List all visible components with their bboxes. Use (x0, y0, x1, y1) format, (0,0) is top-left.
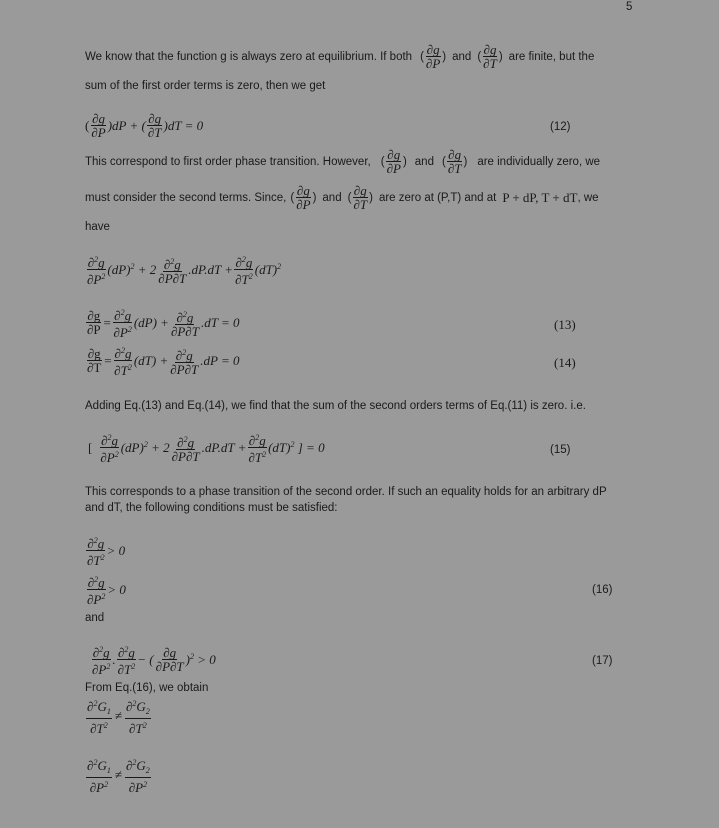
inequality-P: $\frac{\partial^2G_1}{\partial P^2}$ ≠ $\frac{\partial^2G_2}{\partial P^2}$ (87, 758, 150, 795)
equation-13: $\frac{\partial g}{\partial P}$ = $\frac{\partial^2g}{\partial P^2}$ (dP) + $\frac{\partial^2g}{\partial P\partial T}$ .dT = 0 (87, 308, 240, 340)
para1-text-a: We know that the function g is always zero at equilibrium. If both (85, 50, 413, 63)
paragraph-3-end: have (85, 221, 110, 233)
equation-17: $\frac{\partial^2g}{\partial P^2}$ . $\frac{\partial^2g}{\partial T^2}$ − ( $\frac{\partial g}{\partial P\partial T}$ )$^2$ > 0 (92, 645, 216, 677)
paragraph-5-line-1: This corresponds to a phase transition of the second order. If such an equality holds for an arbitrary dP (85, 486, 607, 498)
para1-text-b: are finite, but the (508, 50, 595, 63)
page-number: 5 (626, 1, 633, 13)
paragraph-2: This correspond to first order phase transition. However, ( $\frac{\partial g}{\partial P}$ ) and ( $\frac{\partial g}{\partial T}$ ) are individually zero, we (85, 147, 601, 176)
paragraph-1-line-1: We know that the function g is always zero at equilibrium. If both ( $\frac{\partial g}{\partial P}$ ) and ( $\frac{\partial g}{\partial T}$ ) are finite, but the (85, 42, 595, 71)
paragraph-1-line-2: sum of the first order terms is zero, then we get (85, 80, 326, 92)
paragraph-6: From Eq.(16), we obtain (85, 682, 209, 694)
dg-dT-fraction: $\frac{\partial g}{\partial T}$ (483, 42, 497, 71)
dg-dP-fraction: $\frac{\partial g}{\partial P}$ (425, 42, 441, 71)
paragraph-5-line-2: and dT, the following conditions must be satisfied: (85, 502, 338, 514)
equation-15-number: (15) (550, 444, 571, 456)
equation-16-number: (16) (592, 584, 613, 596)
equation-14: $\frac{\partial g}{\partial T}$ = $\frac{\partial^2g}{\partial T^2}$ (dT) + $\frac{\partial^2g}{\partial P\partial T}$ .dP = 0 (87, 346, 240, 378)
and-label: and (85, 612, 105, 624)
equation-16-line-2: $\frac{\partial^2g}{\partial P^2}$ > 0 (87, 575, 126, 607)
equation-16-line-1: $\frac{\partial^2g}{\partial T^2}$ > 0 (87, 536, 126, 568)
equation-15: [ $\frac{\partial^2g}{\partial P^2}$ (dP)$^2$ + 2 $\frac{\partial^2g}{\partial P\partial T}$ .dP.dT + $\frac{\partial^2g}{\partial T^2}$ (dT)$^2$ ] = 0 (88, 433, 325, 465)
inequality-T: $\frac{\partial^2G_1}{\partial T^2}$ ≠ $\frac{\partial^2G_2}{\partial T^2}$ (87, 699, 150, 736)
para1-and: and (452, 50, 472, 63)
second-order-expression: $\frac{\partial^2g}{\partial P^2}$ (dP)$^2$ + 2 $\frac{\partial^2g}{\partial P\partial T}$ .dP.dT + $\frac{\partial^2g}{\partial T^2}$ (dT)$^2$ (87, 255, 282, 287)
paragraph-3: must consider the second terms. Since, ( $\frac{\partial g}{\partial P}$ ) and ( $\frac{\partial g}{\partial T}$ ) are zero at (P,T) and at P + dP, T + dT , we (85, 183, 599, 212)
paragraph-4: Adding Eq.(13) and Eq.(14), we find that the sum of the second orders terms of Eq.(11) is zero. i.e. (85, 400, 586, 412)
equation-17-number: (17) (592, 655, 613, 667)
equation-12-number: (12) (550, 121, 571, 133)
equation-13-number: (13) (554, 317, 576, 332)
equation-14-number: (14) (554, 355, 576, 370)
equation-12: ( $\frac{\partial g}{\partial P}$ )dP + ( $\frac{\partial g}{\partial T}$ )dT = 0 (85, 111, 204, 140)
